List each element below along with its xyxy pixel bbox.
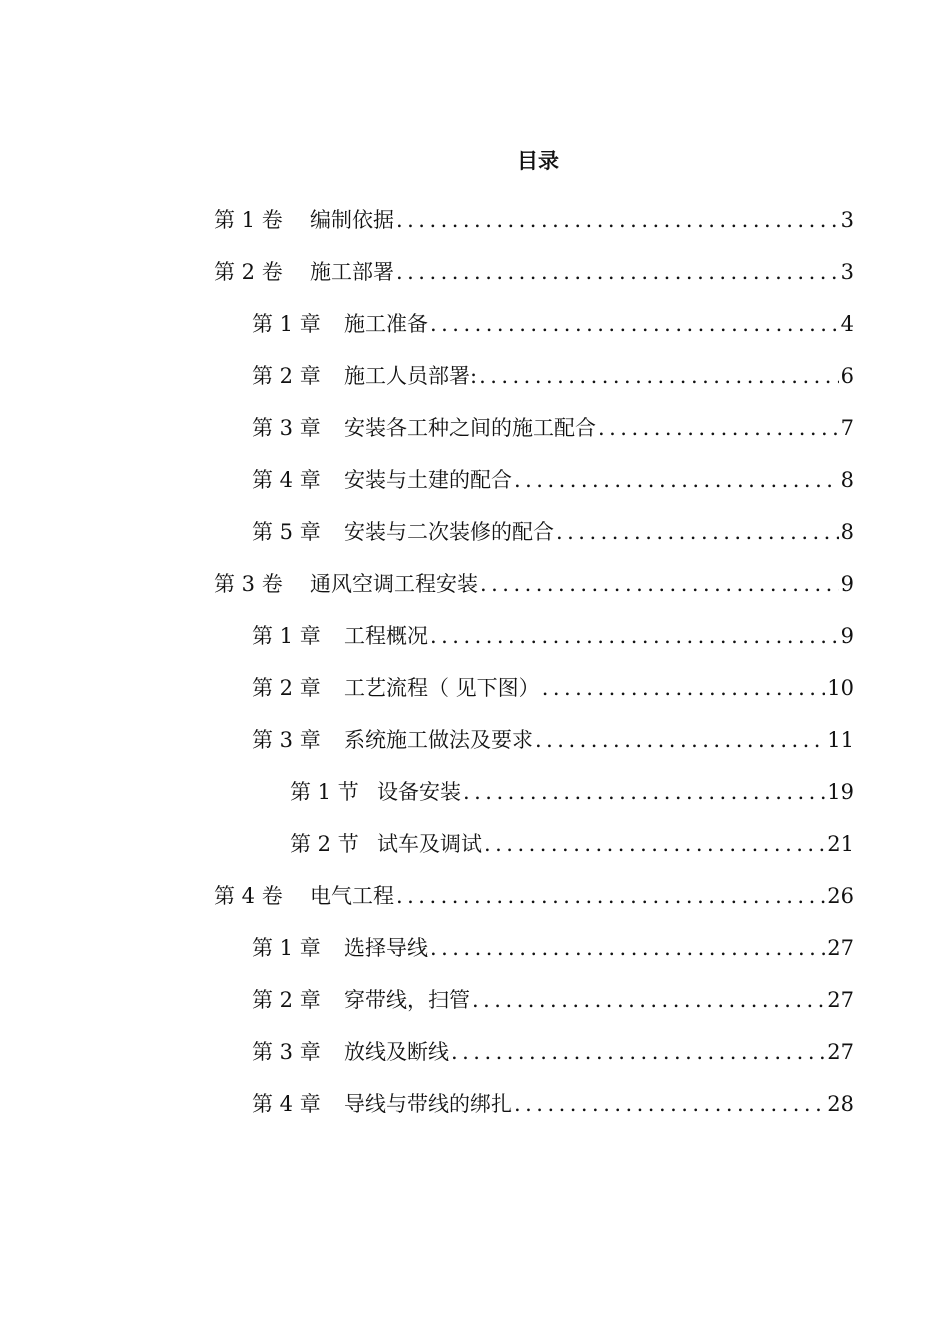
toc-entry-page-number: 4	[840, 312, 854, 336]
toc-entry[interactable]	[0, 714, 950, 766]
dot-leader	[430, 933, 825, 963]
toc-entry-title: 导线与带线的绑扎	[344, 1092, 512, 1116]
toc-entry-page-number: 8	[840, 520, 854, 544]
dot-leader	[396, 881, 825, 911]
toc-entry-number: 第 4 卷	[214, 884, 283, 908]
toc-entry-number: 第 4 章	[252, 468, 321, 492]
toc-entry[interactable]	[0, 818, 950, 870]
toc-entry-title: 施工部署	[310, 260, 394, 284]
dot-leader	[472, 985, 825, 1015]
toc-entry-title: 安装与土建的配合	[344, 468, 512, 492]
toc-entry-page-number: 19	[827, 780, 854, 804]
toc-entry-number: 第 2 章	[252, 676, 321, 700]
dot-leader	[463, 777, 825, 807]
toc-entry-number: 第 3 章	[252, 1040, 321, 1064]
toc-entry-title: 安装各工种之间的施工配合	[344, 416, 596, 440]
toc-entry-number: 第 2 章	[252, 988, 321, 1012]
toc-entry-page-number: 27	[827, 1040, 854, 1064]
toc-entry-page-number: 6	[840, 364, 854, 388]
toc-entry-page-number: 11	[827, 728, 854, 752]
dot-leader	[598, 413, 839, 443]
toc-entry-page-number: 3	[840, 208, 854, 232]
toc-entry-page-number: 9	[840, 572, 854, 596]
toc-entry-page-number: 10	[827, 676, 854, 700]
toc-entry[interactable]	[0, 1078, 950, 1130]
toc-entry-number: 第 3 卷	[214, 572, 283, 596]
toc-entry-page-number: 27	[827, 936, 854, 960]
toc-title: 目录	[517, 148, 559, 173]
toc-entry-title: 设备安装	[377, 780, 461, 804]
toc-title-container	[488, 146, 588, 176]
toc-entry-title: 选择导线	[344, 936, 428, 960]
toc-entry-title: 安装与二次装修的配合	[344, 520, 554, 544]
toc-entry[interactable]	[0, 974, 950, 1026]
toc-entry[interactable]	[0, 298, 950, 350]
toc-entry-page-number: 26	[827, 884, 854, 908]
toc-entry[interactable]	[0, 246, 950, 298]
toc-entry-title: 施工人员部署:	[344, 364, 478, 388]
dot-leader	[451, 1037, 825, 1067]
toc-entry-title: 放线及断线	[344, 1040, 449, 1064]
toc-entry[interactable]	[0, 350, 950, 402]
toc-entry-page-number: 27	[827, 988, 854, 1012]
dot-leader	[484, 829, 825, 859]
dot-leader	[535, 725, 825, 755]
toc-entry[interactable]	[0, 402, 950, 454]
toc-entry-number: 第 2 卷	[214, 260, 283, 284]
toc-entry-number: 第 2 章	[252, 364, 321, 388]
toc-entry-page-number: 3	[840, 260, 854, 284]
toc-entry-title: 工艺流程（ 见下图）	[344, 676, 540, 700]
toc-entry[interactable]	[0, 870, 950, 922]
toc-entry-title: 编制依据	[310, 208, 394, 232]
toc-entry-number: 第 1 卷	[214, 208, 283, 232]
toc-entry[interactable]	[0, 610, 950, 662]
dot-leader	[396, 205, 839, 235]
dot-leader	[430, 309, 839, 339]
toc-entry-title: 通风空调工程安装	[310, 572, 478, 596]
toc-entry-title: 工程概况	[344, 624, 428, 648]
toc-entry[interactable]	[0, 194, 950, 246]
toc-entry-page-number: 28	[827, 1092, 854, 1116]
toc-entry-number: 第 5 章	[252, 520, 321, 544]
dot-leader	[514, 465, 839, 495]
toc-entry-page-number: 21	[827, 832, 854, 856]
dot-leader	[542, 673, 826, 703]
toc-entry[interactable]	[0, 766, 950, 818]
toc-entry[interactable]	[0, 558, 950, 610]
toc-entry[interactable]	[0, 1026, 950, 1078]
toc-entry-page-number: 7	[840, 416, 854, 440]
dot-leader	[480, 569, 839, 599]
dot-leader	[396, 257, 839, 287]
toc-entry[interactable]	[0, 662, 950, 714]
dot-leader	[514, 1089, 825, 1119]
table-of-contents	[0, 194, 950, 1130]
toc-entry-number: 第 2 节	[290, 832, 359, 856]
toc-entry-number: 第 1 章	[252, 312, 321, 336]
toc-entry[interactable]	[0, 454, 950, 506]
toc-entry-page-number: 8	[840, 468, 854, 492]
toc-entry-number: 第 1 章	[252, 936, 321, 960]
dot-leader	[479, 361, 839, 391]
toc-entry-title: 系统施工做法及要求	[344, 728, 533, 752]
toc-entry-number: 第 3 章	[252, 416, 321, 440]
toc-entry-number: 第 1 章	[252, 624, 321, 648]
toc-entry-page-number: 9	[840, 624, 854, 648]
toc-entry-number: 第 4 章	[252, 1092, 321, 1116]
toc-entry-number: 第 3 章	[252, 728, 321, 752]
dot-leader	[556, 517, 839, 547]
dot-leader	[430, 621, 839, 651]
toc-entry-title: 试车及调试	[377, 832, 482, 856]
toc-entry-title: 穿带线，扫管	[344, 988, 470, 1012]
toc-entry-title: 电气工程	[310, 884, 394, 908]
toc-entry[interactable]	[0, 506, 950, 558]
toc-entry-title: 施工准备	[344, 312, 428, 336]
toc-entry-number: 第 1 节	[290, 780, 359, 804]
toc-entry[interactable]	[0, 922, 950, 974]
